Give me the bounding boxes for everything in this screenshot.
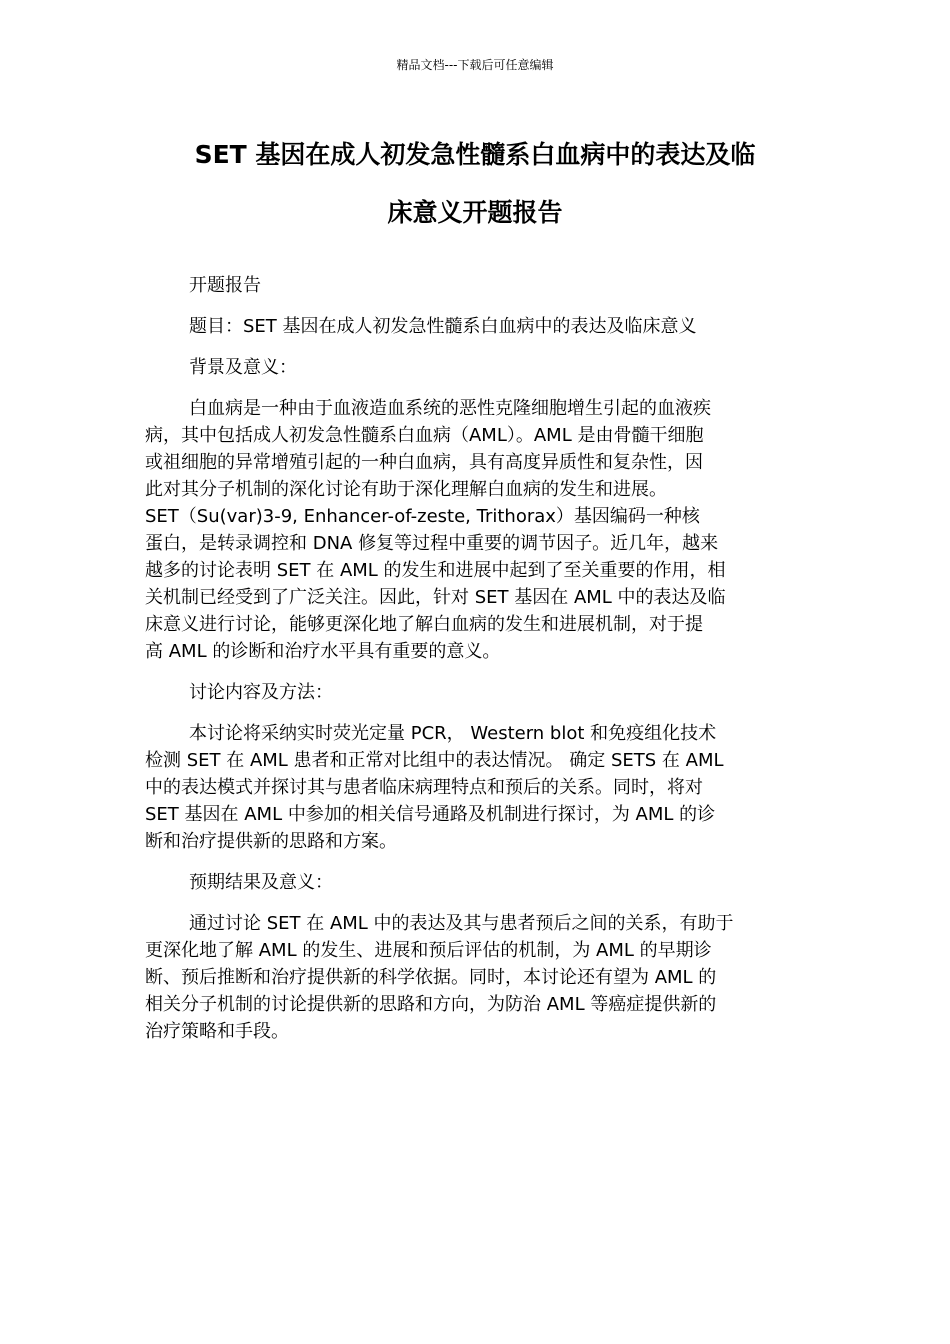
methods-paragraph bbox=[145, 720, 807, 855]
expected-paragraph bbox=[145, 910, 807, 1045]
document-body bbox=[145, 272, 807, 1045]
paragraph-line: SET 基因在 AML 中参加的相关信号通路及机制进行探讨，为 AML 的诊 bbox=[145, 804, 716, 825]
paragraph-line: 白血病是一种由于血液造血系统的恶性克隆细胞增生引起的血液疾 bbox=[189, 398, 711, 419]
paragraph-line: 病，其中包括成人初发急性髓系白血病（AML）。AML 是由骨髓干细胞 bbox=[145, 425, 704, 446]
paragraph-line: SET（Su(var)3-9, Enhancer-of-zeste, Trithorax）基因编码一种核 bbox=[145, 506, 700, 527]
document-title-line-2: 床意义开题报告 bbox=[387, 198, 563, 227]
paragraph-line: 通过讨论 SET 在 AML 中的表达及其与患者预后之间的关系，有助于 bbox=[189, 913, 734, 934]
paragraph-line: 蛋白，是转录调控和 DNA 修复等过程中重要的调节因子。近几年，越来 bbox=[145, 533, 719, 554]
background-heading: 背景及意义： bbox=[189, 357, 297, 378]
paragraph-line: 相关分子机制的讨论提供新的思路和方向，为防治 AML 等癌症提供新的 bbox=[145, 994, 717, 1015]
document-title-line-1: SET 基因在成人初发急性髓系白血病中的表达及临 bbox=[194, 140, 756, 169]
paragraph-line: 断、预后推断和治疗提供新的科学依据。同时，本讨论还有望为 AML 的 bbox=[145, 967, 717, 988]
paragraph-line: 越多的讨论表明 SET 在 AML 的发生和进展中起到了至关重要的作用，相 bbox=[145, 560, 726, 581]
paragraph-line: 本讨论将采纳实时荧光定量 PCR， Western blot 和免疫组化技术 bbox=[189, 723, 717, 744]
paragraph-line: 更深化地了解 AML 的发生、进展和预后评估的机制，为 AML 的早期诊 bbox=[145, 940, 712, 961]
expected-heading: 预期结果及意义： bbox=[189, 872, 333, 893]
paragraph-line: 中的表达模式并探讨其与患者临床病理特点和预后的关系。同时，将对 bbox=[145, 777, 703, 798]
paragraph-line: 此对其分子机制的深化讨论有助于深化理解白血病的发生和进展。 bbox=[145, 479, 667, 500]
paragraph-line: 断和治疗提供新的思路和方案。 bbox=[145, 831, 397, 852]
paragraph-line: 床意义进行讨论，能够更深化地了解白血病的发生和进展机制，对于提 bbox=[145, 614, 703, 635]
paragraph-line: 检测 SET 在 AML 患者和正常对比组中的表达情况。 确定 SETS 在 AML bbox=[145, 750, 724, 771]
header-note: 精品文档---下载后可任意编辑 bbox=[396, 58, 554, 72]
paragraph-line: 关机制已经受到了广泛关注。因此，针对 SET 基因在 AML 中的表达及临 bbox=[145, 587, 726, 608]
section-label: 开题报告 bbox=[189, 275, 261, 296]
topic-line: 题目：SET 基因在成人初发急性髓系白血病中的表达及临床意义 bbox=[189, 316, 697, 337]
paragraph-line: 高 AML 的诊断和治疗水平具有重要的意义。 bbox=[145, 641, 501, 662]
background-paragraph bbox=[145, 395, 807, 665]
paragraph-line: 或祖细胞的异常增殖引起的一种白血病，具有高度异质性和复杂性，因 bbox=[145, 452, 703, 473]
methods-heading: 讨论内容及方法： bbox=[189, 682, 333, 703]
paragraph-line: 治疗策略和手段。 bbox=[145, 1021, 289, 1042]
